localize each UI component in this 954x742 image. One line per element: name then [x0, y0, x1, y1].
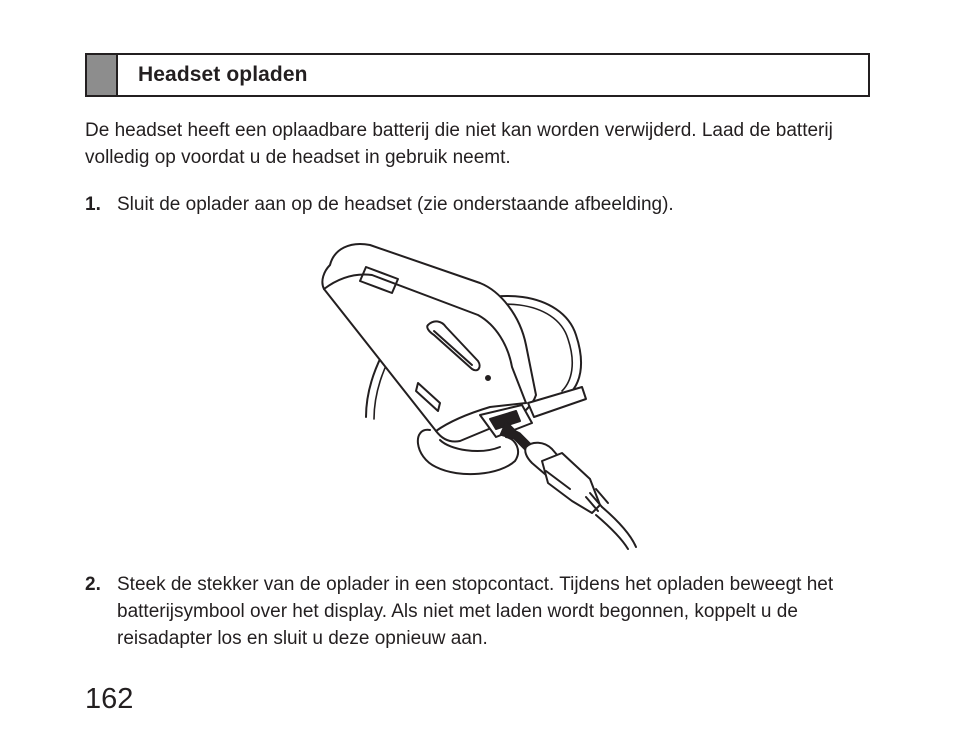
step-text: Sluit de oplader aan op de headset (zie onderstaande afbeelding).: [117, 194, 674, 215]
step-2: [85, 571, 875, 652]
step-number: 2.: [85, 574, 101, 595]
step-number: 1.: [85, 194, 101, 215]
page-number: 162: [85, 683, 134, 715]
header-accent-bar: [87, 55, 118, 95]
step-1: [85, 191, 875, 218]
intro-paragraph: De headset heeft een oplaadbare batterij die niet kan worden verwijderd. Laad de batterij volledig op voordat u de headset in gebruik neemt.: [85, 120, 833, 168]
section-title: Headset opladen: [138, 63, 308, 86]
step-text: Steek de stekker van de oplader in een stopcontact. Tijdens het opladen beweegt het batterijsymbool over het display. Als niet met laden wordt begonnen, koppelt u de reisadapter los en sluit u deze opnieuw aan.: [117, 574, 834, 649]
section-header: [85, 53, 870, 97]
headset-charging-illustration: [300, 235, 650, 550]
